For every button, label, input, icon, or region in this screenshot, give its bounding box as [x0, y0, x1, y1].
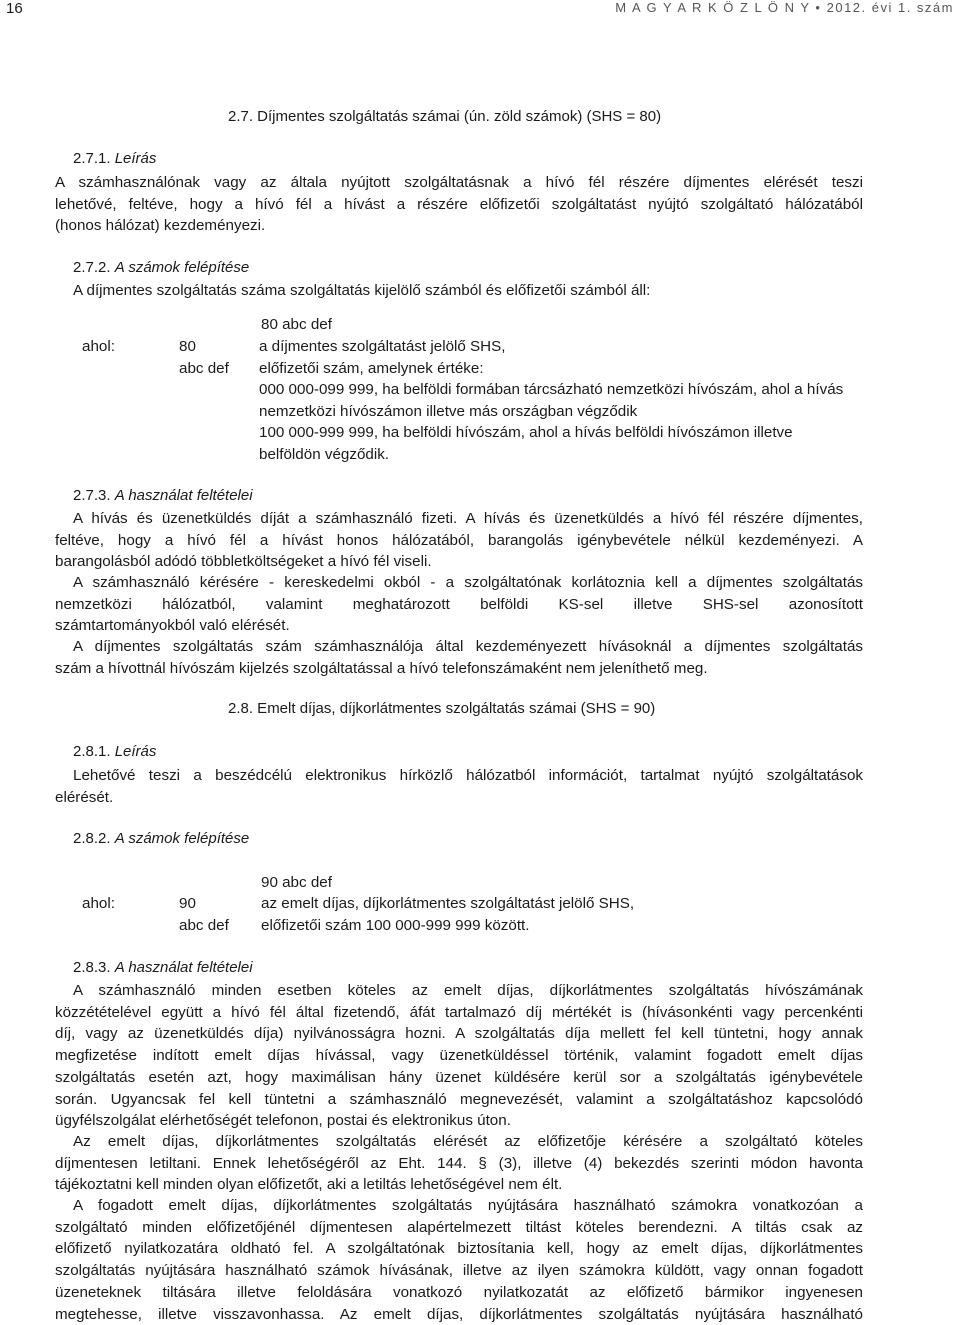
section-2-7-title: 2.7. Díjmentes szolgáltatás számai (ún. zöld számok) (SHS = 80)	[228, 108, 662, 125]
heading-2-7-1	[73, 150, 156, 167]
text-line: szolgáltatás esetén azt, hogy maximálisan hány üzenet küldésére kerül sor a szolgáltatás igénybevétele	[55, 1068, 863, 1086]
service-code: 90	[179, 895, 196, 912]
text-line: díjmentesen letiltani. Ennek lehetőségéről az Eht. 144. § (3), illetve (4) bekezdés szerinti módon havonta	[55, 1154, 863, 1172]
heading-text: Leírás	[114, 743, 157, 760]
text-line: 000 000-099 999, ha belföldi formában tárcsázható nemzetközi hívószám, ahol a hívás	[259, 381, 844, 398]
text-line: belföldön végződik.	[259, 446, 390, 464]
subscriber-number-description: előfizetői szám, amelynek értéke:	[259, 360, 484, 377]
paragraph-2-7-2: A díjmentes szolgáltatás száma szolgáltatás kijelölő számból és előfizetői számból áll:	[73, 282, 651, 299]
service-code-description: az emelt díjas, díjkorlátmentes szolgáltatást jelölő SHS,	[261, 895, 635, 912]
text-line: nemzetközi hálózatból, valamint meghatározott belföldi KS-sel illetve SHS-sel azonosított	[55, 595, 863, 613]
text-line: során. Ugyancsak fel kell tüntetni a számhasználó megnevezését, valamint a szolgáltatáshoz kapcsolódó	[55, 1090, 863, 1108]
subscriber-number-description: előfizetői szám 100 000-999 999 között.	[261, 917, 530, 934]
heading-number: 2.8.1.	[73, 743, 111, 760]
text-line: elérését.	[55, 788, 114, 806]
heading-2-8-2	[73, 830, 249, 847]
text-line: A díjmentes szolgáltatás szám számhasználója által kezdeményezett hívásoknál a díjmentes szolgáltatás	[73, 638, 863, 655]
paragraph-2-7-3-a	[55, 508, 863, 573]
heading-number: 2.8.3.	[73, 959, 111, 976]
text-line: A hívás és üzenetküldés díját a számhasználó fizeti. A hívás és üzenetküldés a hívó fél részére díjmentes,	[73, 510, 863, 527]
text-line: szám a hívottnál hívószám kijelzés szolgáltatással a hívó telefonszámaként nem jeleníthető meg.	[55, 659, 708, 677]
issue-label: 2012. évi 1. szám	[826, 0, 954, 15]
text-line: tájékoztatni kell minden olyan előfizetőt, aki a letiltás lehetőségével nem élt.	[55, 1176, 563, 1194]
text-line: számtartományokból való elérését.	[55, 617, 290, 635]
heading-number: 2.7.1.	[73, 150, 111, 167]
text-line: feltéve, hogy a hívó fél a hívást honos hálózatából, barangolás igénybevétele nélkül kezdeményezi. A	[55, 531, 863, 549]
heading-text: A számok felépítése	[114, 259, 250, 276]
running-header	[615, 0, 954, 15]
heading-text: A használat feltételei	[114, 487, 253, 504]
heading-number: 2.7.3.	[73, 487, 111, 504]
where-label: ahol:	[82, 338, 115, 355]
number-format: 90 abc def	[261, 874, 332, 891]
paragraph-2-8-1	[55, 765, 863, 808]
paragraph-2-8-3-a	[55, 980, 863, 1132]
text-line: A számhasználónak vagy az általa nyújtott szolgáltatásnak a hívó fél részére díjmentes elérését teszi	[55, 174, 863, 191]
text-line: előfizető nyilatkozatára oldható fel. A szolgáltatónak biztosítania kell, hogy az emelt díjas, díjkorlátmentes	[55, 1240, 863, 1258]
section-2-8-title: 2.8. Emelt díjas, díjkorlátmentes szolgáltatás számai (SHS = 90)	[228, 700, 656, 717]
text-line: 100 000-999 999, ha belföldi hívószám, ahol a hívás belföldi hívószámon illetve	[259, 424, 793, 442]
heading-text: A számok felépítése	[114, 830, 250, 847]
number-ranges	[259, 379, 843, 466]
number-format: 80 abc def	[261, 316, 332, 333]
heading-2-7-2	[73, 259, 249, 276]
where-label: ahol:	[82, 895, 115, 912]
text-line: szolgáltatás nyújtására használható számok hívásának, illetve az ilyen számokra küldött, vagy onnan fogadott	[55, 1262, 863, 1280]
subscriber-number-label: abc def	[179, 360, 229, 377]
paragraph-2-7-1	[55, 172, 863, 237]
paragraph-2-8-3-c	[55, 1195, 863, 1325]
paragraph-2-8-3-b	[55, 1131, 863, 1196]
service-code: 80	[179, 338, 196, 355]
heading-2-8-1	[73, 743, 156, 760]
text-line: A számhasználó kérésére - kereskedelmi okból - a szolgáltatónak korlátoznia kell a díjmentes szolgáltatás	[73, 574, 863, 591]
heading-text: Leírás	[114, 150, 157, 167]
text-line: (honos hálózat) kezdeményezi.	[55, 217, 266, 235]
text-line: közzétételével együtt a hívó fél által fizetendő, áfát tartalmazó díj mértékét is (hívásonkénti vagy percenkénti	[55, 1003, 863, 1021]
journal-title: M A G Y A R K Ö Z L Ö N Y	[615, 0, 811, 15]
heading-number: 2.7.2.	[73, 259, 111, 276]
paragraph-2-7-3-b	[55, 572, 863, 637]
page-number: 16	[6, 0, 23, 17]
text-line: szolgáltató minden előfizetőjénél díjmentesen alapértelmezett tiltást köteles berendezni. A tiltás csak az	[55, 1218, 863, 1236]
paragraph-2-7-3-c	[55, 636, 863, 679]
text-line: üzeneteknek tiltására illetve feloldására vonatkozó nyilatkozatát az előfizető bármikor ingyenesen	[55, 1283, 863, 1301]
text-line: ügyfélszolgálat elérhetőségét telefonon, postai és elektronikus úton.	[55, 1112, 511, 1130]
heading-number: 2.8.2.	[73, 830, 111, 847]
text-line: megtehesse, illetve visszavonhassa. Az emelt díjas, díjkorlátmentes szolgáltatás nyújtására használható	[55, 1305, 863, 1323]
text-line: barangolásból adódó többletköltségeket a hívó fél viseli.	[55, 553, 432, 571]
service-code-description: a díjmentes szolgáltatást jelölő SHS,	[259, 338, 506, 355]
heading-2-8-3	[73, 959, 253, 976]
header-bullet: •	[815, 0, 822, 15]
text-line: lehetővé, feltéve, hogy a hívó fél a hívást a részére előfizetői szolgáltatást nyújtó szolgáltató hálózatából	[55, 195, 863, 213]
text-line: nemzetközi hívószámon illetve más országban végződik	[259, 402, 638, 420]
subscriber-number-label: abc def	[179, 917, 229, 934]
text-line: Lehetővé teszi a beszédcélú elektronikus hírközlő hálózatból információt, tartalmat nyújtó szolgáltatások	[73, 767, 863, 784]
text-line: A fogadott emelt díjas, díjkorlátmentes szolgáltatás nyújtására használható számokra vonatkozóan a	[73, 1197, 863, 1214]
heading-text: A használat feltételei	[114, 959, 253, 976]
text-line: Az emelt díjas, díjkorlátmentes szolgáltatás elérését az előfizetője kérésére a szolgáltató köteles	[73, 1133, 863, 1150]
text-line: A számhasználó minden esetben köteles az emelt díjas, díjkorlátmentes szolgáltatás hívószámának	[73, 982, 863, 999]
text-line: megfizetése indított emelt díjas hívással, vagy üzenetküldéssel történik, valamint fogadott emelt díjas	[55, 1047, 863, 1065]
heading-2-7-3	[73, 487, 253, 504]
text-line: díj, vagy az üzenetküldés díja) nyilvánosságra hozni. A szolgáltatás díja mellett fel kell tüntetni, hogy annak	[55, 1025, 863, 1043]
